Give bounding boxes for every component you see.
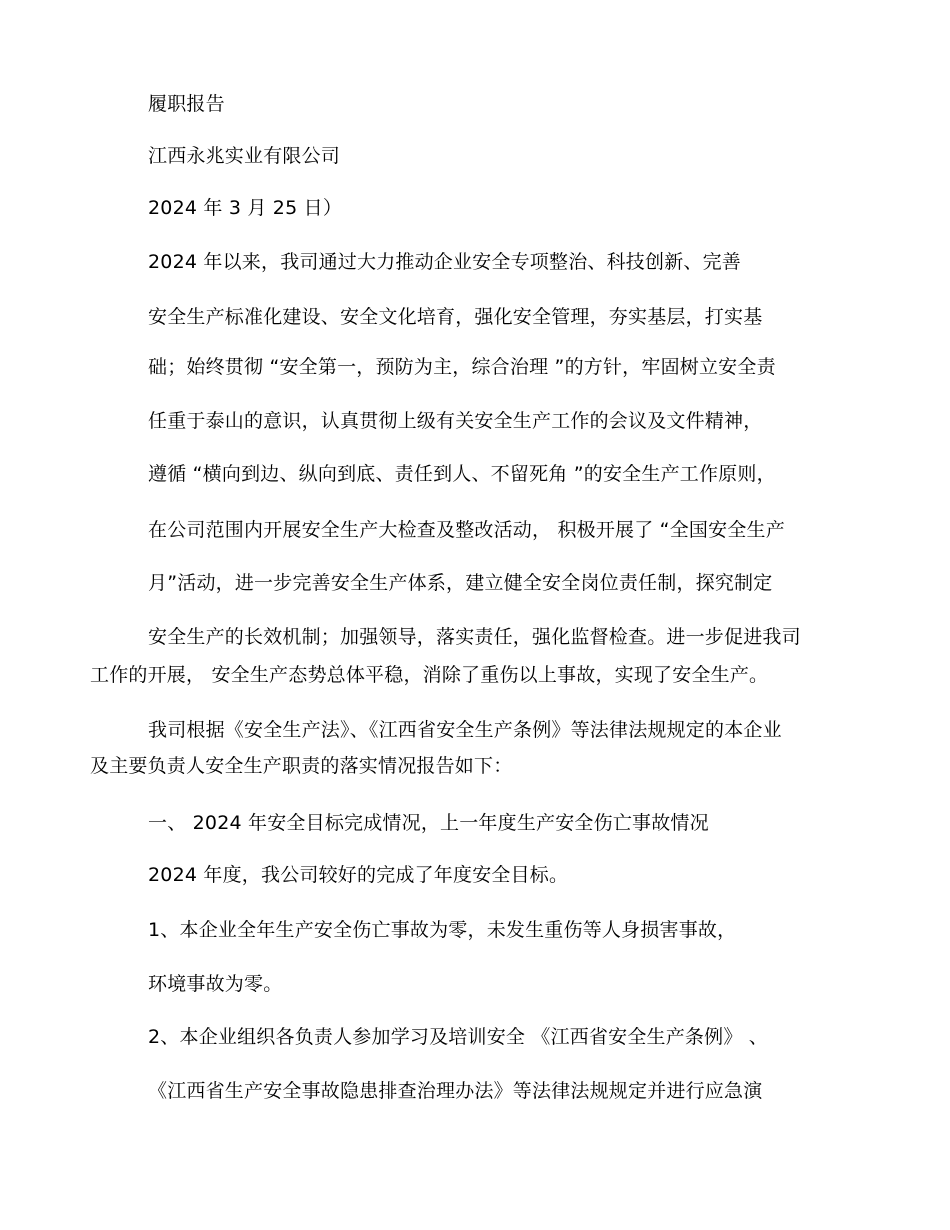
company-name: 江西永兆实业有限公司 bbox=[148, 145, 341, 167]
list-item-line: 环境事故为零。 bbox=[148, 973, 283, 995]
paragraph-line: 础；始终贯彻 “安全第一，预防为主，综合治理 ”的方针，牢固树立安全责 bbox=[148, 356, 776, 378]
list-item-line: 2、本企业组织各负责人参加学习及培训安全 《江西省安全生产条例》 、 bbox=[148, 1026, 768, 1048]
paragraph-line: 2024 年以来，我司通过大力推动企业安全专项整治、科技创新、完善 bbox=[148, 251, 741, 273]
paragraph-line: 安全生产的长效机制；加强领导，落实责任，强化监督检查。进一步促进我司 bbox=[148, 626, 801, 648]
section-heading: 一、 2024 年安全目标完成情况，上一年度生产安全伤亡事故情况 bbox=[148, 812, 709, 834]
section-summary: 2024 年度，我公司较好的完成了年度安全目标。 bbox=[148, 864, 569, 886]
report-date: 2024 年 3 月 25 日） bbox=[148, 197, 343, 219]
paragraph-line: 安全生产标准化建设、安全文化培育，强化安全管理，夯实基层，打实基 bbox=[148, 306, 763, 328]
paragraph-line: 及主要负责人安全生产职责的落实情况报告如下： bbox=[90, 755, 513, 777]
paragraph-line: 任重于泰山的意识，认真贯彻上级有关安全生产工作的会议及文件精神， bbox=[148, 410, 763, 432]
document-title: 履职报告 bbox=[148, 93, 225, 115]
paragraph-line: 我司根据《安全生产法》、《江西省安全生产条例》等法律法规规定的本企业 bbox=[148, 719, 782, 741]
list-item-line: 《江西省生产安全事故隐患排查治理办法》等法律法规规定并进行应急演 bbox=[148, 1080, 763, 1102]
list-item-line: 1、本企业全年生产安全伤亡事故为零，未发生重伤等人身损害事故， bbox=[148, 919, 737, 941]
paragraph-line: 遵循 “横向到边、纵向到底、责任到人、不留死角 ”的安全生产工作原则， bbox=[148, 463, 776, 485]
paragraph-line: 月”活动，进一步完善安全生产体系，建立健全安全岗位责任制，探究制定 bbox=[148, 572, 773, 594]
paragraph-line: 工作的开展， 安全生产态势总体平稳，消除了重伤以上事故，实现了安全生产。 bbox=[90, 664, 769, 686]
paragraph-line: 在公司范围内开展安全生产大检查及整改活动， 积极开展了 “全国安全生产 bbox=[148, 519, 785, 541]
